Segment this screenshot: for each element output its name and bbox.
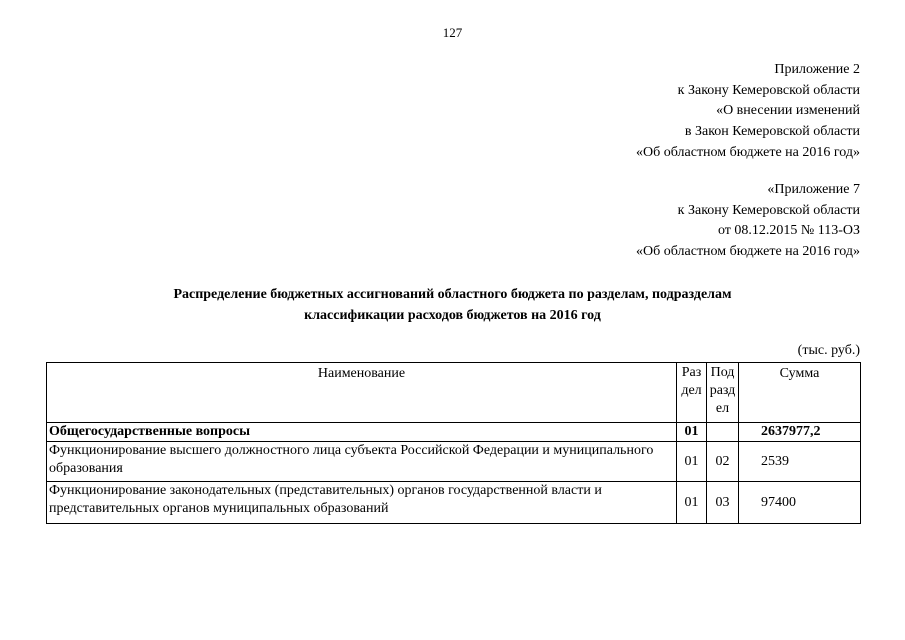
page-number: 127	[442, 25, 463, 40]
row-section: 01	[677, 482, 707, 524]
table-row	[47, 423, 861, 442]
appendix-7-line: «Об областном бюджете на 2016 год»	[636, 244, 860, 260]
appendix-2-line: к Закону Кемеровской области	[677, 82, 860, 98]
row-section: 01	[677, 442, 707, 482]
header-subsection-part: разд	[709, 383, 736, 398]
appendix-2-line: «Об областном бюджете на 2016 год»	[636, 144, 860, 160]
row-name: Функционирование законодательных (представительных) органов государственной власти и представительных органов муниципальных образований	[47, 482, 677, 524]
header-subsection-part: ел	[715, 401, 730, 416]
header-subsection-part: Под	[710, 365, 735, 380]
unit-note: (тыс. руб.)	[797, 343, 860, 358]
appendix-7-line: «Приложение 7	[767, 182, 860, 197]
header-section-part: Раз	[681, 365, 702, 380]
header-subsection	[707, 363, 739, 423]
header-section-part: дел	[681, 383, 702, 398]
header-name: Наименование	[47, 363, 677, 423]
table-header-row	[47, 363, 861, 423]
appendix-7-line: к Закону Кемеровской области	[677, 202, 860, 218]
document-title-line-1: Распределение бюджетных ассигнований областного бюджета по разделам, подразделам	[173, 287, 732, 302]
appendix-2-line: в Закон Кемеровской области	[684, 124, 860, 140]
row-section: 01	[677, 423, 707, 442]
table-row	[47, 442, 861, 482]
document-title	[0, 284, 905, 326]
row-subsection: 02	[707, 442, 739, 482]
row-subsection: 03	[707, 482, 739, 524]
header-section	[677, 363, 707, 423]
budget-table	[46, 362, 861, 524]
row-amount: 2539	[739, 442, 861, 482]
document-title-line-2: классификации расходов бюджетов на 2016 год	[304, 308, 601, 323]
row-subsection	[707, 423, 739, 442]
appendix-7-block	[636, 180, 860, 263]
header-amount: Сумма	[739, 363, 861, 423]
row-name: Общегосударственные вопросы	[47, 423, 677, 442]
row-amount: 2637977,2	[739, 423, 861, 442]
appendix-2-line: «О внесении изменений	[716, 103, 860, 119]
appendix-2-block	[636, 60, 860, 164]
table-row	[47, 482, 861, 524]
appendix-2-line: Приложение 2	[774, 62, 860, 77]
row-amount: 97400	[739, 482, 861, 524]
appendix-7-line: от 08.12.2015 № 113-ОЗ	[717, 223, 860, 239]
row-name: Функционирование высшего должностного лица субъекта Российской Федерации и муниципального образования	[47, 442, 677, 482]
